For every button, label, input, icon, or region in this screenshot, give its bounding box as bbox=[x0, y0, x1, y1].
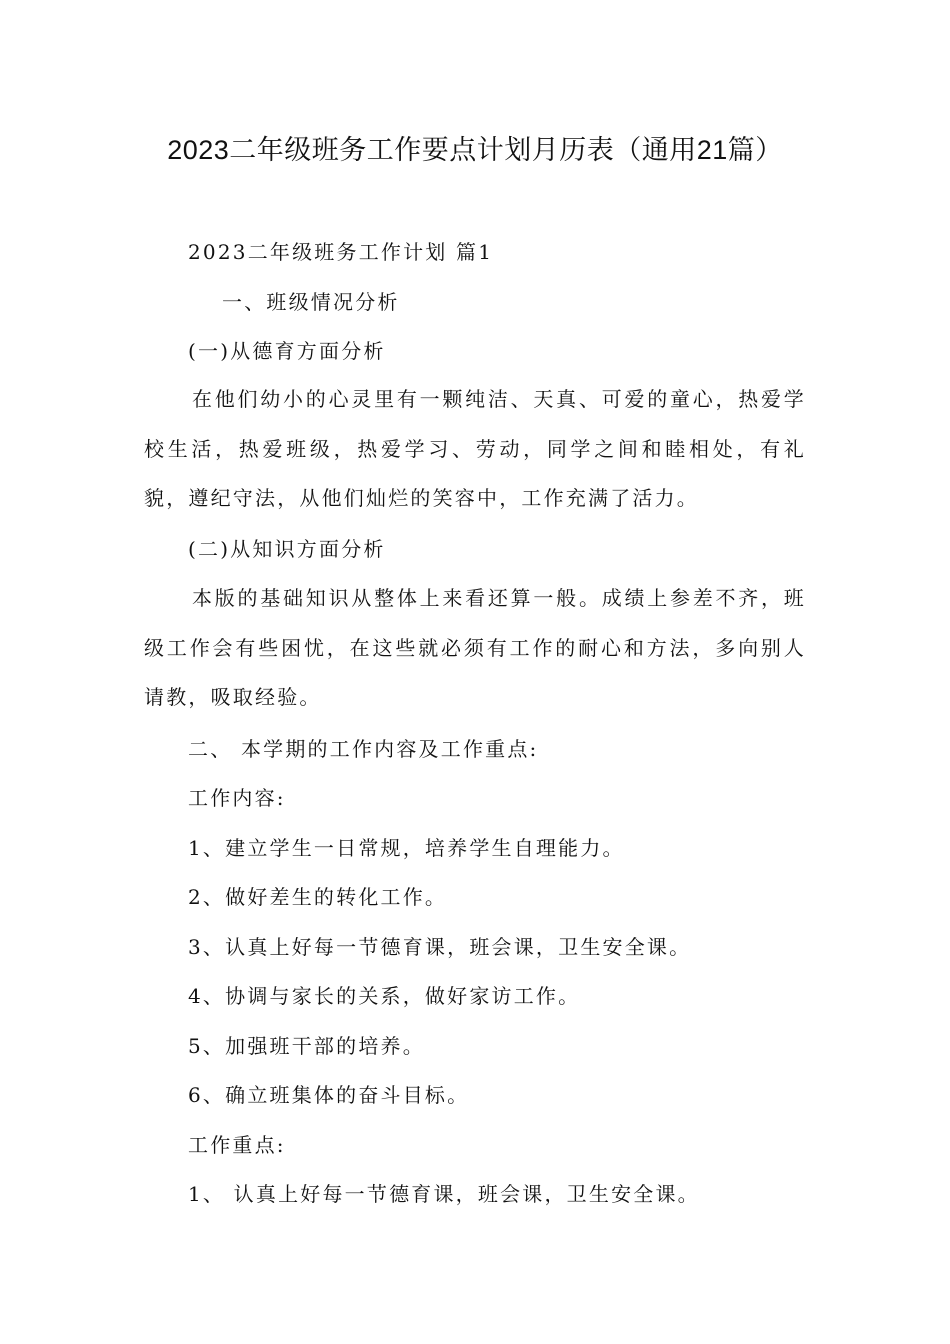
work-focus-heading: 工作重点: bbox=[188, 1133, 286, 1157]
content-item: 5、加强班干部的培养。 bbox=[188, 1034, 425, 1058]
document-title: 2023二年级班务工作要点计划月历表（通用21篇） bbox=[167, 135, 783, 165]
paragraph-moral-analysis: 在他们幼小的心灵里有一颗纯洁、天真、可爱的童心，热爱学校生活，热爱班级，热爱学习、劳动，同学之间和睦相处，有礼貌，遵纪守法，从他们灿烂的笑容中，工作充满了活力。 bbox=[144, 387, 806, 511]
sub2-heading: (二)从知识方面分析 bbox=[188, 537, 386, 561]
content-item: 6、确立班集体的奋斗目标。 bbox=[188, 1083, 470, 1107]
content-item: 4、协调与家长的关系，做好家访工作。 bbox=[188, 984, 581, 1008]
content-item: 2、做好差生的转化工作。 bbox=[188, 885, 448, 909]
sub1-heading: (一)从德育方面分析 bbox=[188, 339, 386, 363]
paragraph-knowledge-analysis: 本版的基础知识从整体上来看还算一般。成绩上参差不齐，班级工作会有些困忧，在这些就必须有工作的耐心和方法，多向别人请教，吸取经验。 bbox=[144, 586, 806, 710]
focus-item: 1、 认真上好每一节德育课，班会课，卫生安全课。 bbox=[188, 1182, 700, 1206]
content-item: 3、认真上好每一节德育课，班会课，卫生安全课。 bbox=[188, 935, 692, 959]
part1-heading: 一、班级情况分析 bbox=[222, 290, 400, 314]
part2-heading: 二、 本学期的工作内容及工作重点: bbox=[188, 737, 539, 761]
work-content-heading: 工作内容: bbox=[188, 786, 286, 810]
content-item: 1、建立学生一日常规，培养学生自理能力。 bbox=[188, 836, 625, 860]
section-heading: 2023二年级班务工作计划 篇1 bbox=[188, 240, 494, 264]
